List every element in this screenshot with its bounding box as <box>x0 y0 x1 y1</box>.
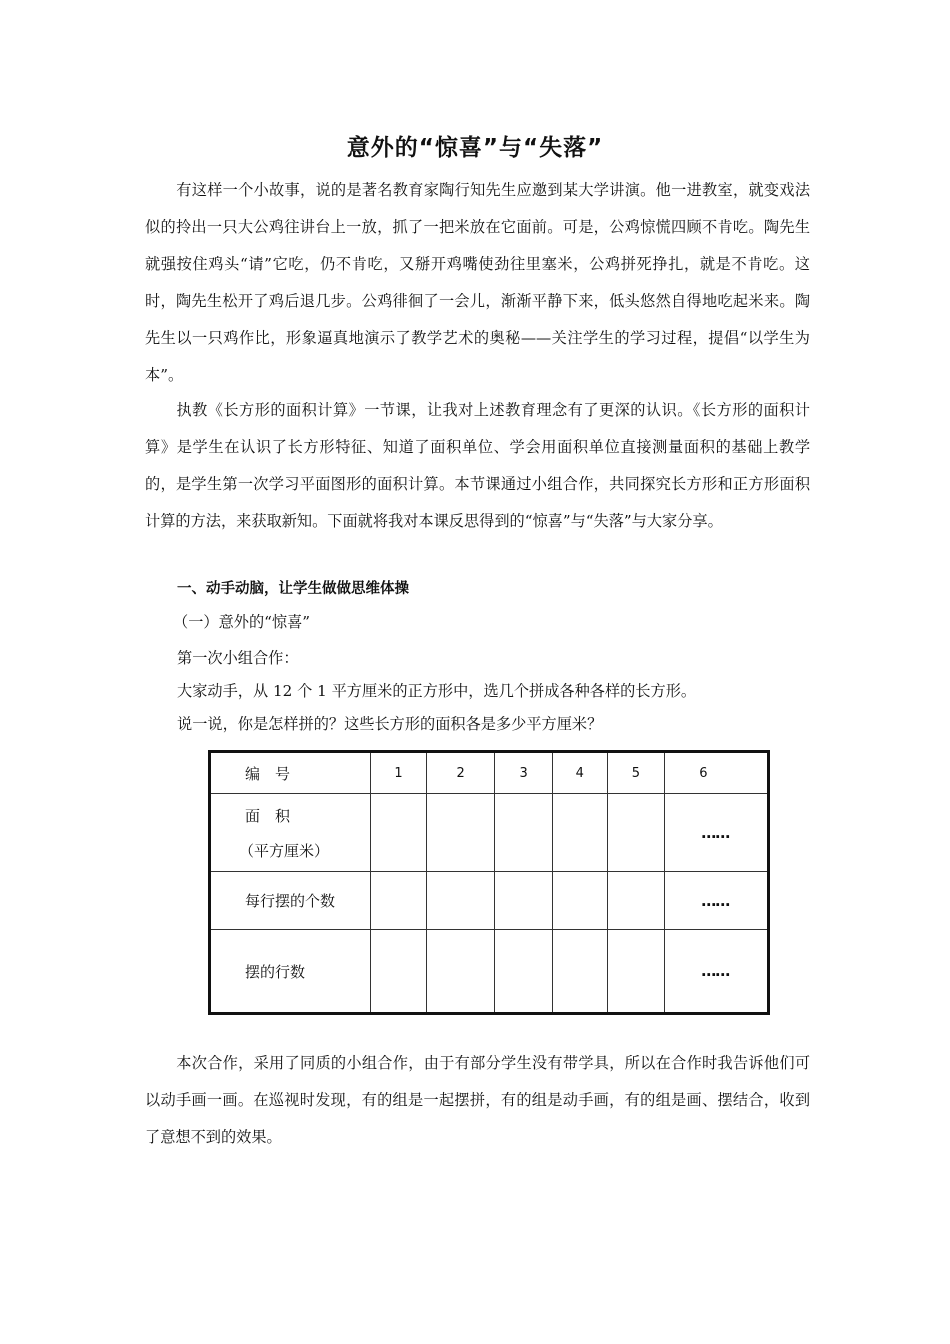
table-row <box>210 794 769 872</box>
paragraph-reflection-text: 本次合作，采用了同质的小组合作，由于有部分学生没有带学具，所以在合作时我告诉他们可以动手画一画。在巡视时发现，有的组是一起摆拼，有的组是动手画，有的组是画、摆结合，收到了意想不到的效果。 <box>145 1054 810 1146</box>
empty-cell <box>426 794 495 872</box>
header-number: 5 <box>607 752 665 794</box>
area-table <box>208 750 770 1015</box>
header-number: 4 <box>553 752 608 794</box>
empty-cell <box>607 872 665 930</box>
empty-cell <box>553 930 608 1014</box>
empty-cell <box>495 794 553 872</box>
empty-cell <box>371 794 427 872</box>
ellipsis-cell: …… <box>665 930 769 1014</box>
task-instruction: 大家动手，从 12 个 1 平方厘米的正方形中，选几个拼成各种各样的长方形。 <box>177 682 697 700</box>
document-title: 意外的“惊喜”与“失落” <box>346 135 604 161</box>
empty-cell <box>495 930 553 1014</box>
empty-cell <box>553 872 608 930</box>
empty-cell <box>371 930 427 1014</box>
area-label: 面 积 <box>245 806 291 825</box>
header-number: 2 <box>426 752 495 794</box>
header-label: 编 号 <box>245 764 291 783</box>
header-label-cell <box>210 752 371 794</box>
section-heading: 一、动手动脑，让学生做做思维体操 <box>177 581 409 597</box>
task-question: 说一说，你是怎样拼的？这些长方形的面积各是多少平方厘米？ <box>177 715 603 733</box>
table-row <box>210 872 769 930</box>
table-row <box>210 930 769 1014</box>
paragraph-lesson-text: 执教《长方形的面积计算》一节课，让我对上述教育理念有了更深的认识。《长方形的面积计算》是学生在认识了长方形特征、知道了面积单位、学会用面积单位直接测量面积的基础上教学的，是学生第一次学习平面图形的面积计算。本节课通过小组合作，共同探究长方形和正方形面积计算的方法，来获取新知。下面就将我对本课反思得到的“惊喜”与“失落”与大家分享。 <box>145 401 810 530</box>
cooperation-label: 第一次小组合作： <box>177 649 299 667</box>
ellipsis-cell: …… <box>665 794 769 872</box>
header-number: 1 <box>371 752 427 794</box>
subsection-heading: （一）意外的“惊喜” <box>173 613 311 631</box>
empty-cell <box>371 872 427 930</box>
table-row <box>210 752 769 794</box>
area-unit: （平方厘米） <box>239 841 330 860</box>
per-row-label: 每行摆的个数 <box>210 872 371 930</box>
header-number: 3 <box>495 752 553 794</box>
empty-cell <box>607 930 665 1014</box>
empty-cell <box>553 794 608 872</box>
empty-cell <box>495 872 553 930</box>
empty-cell <box>426 930 495 1014</box>
ellipsis-cell: …… <box>665 872 769 930</box>
area-label-cell <box>210 794 371 872</box>
paragraph-reflection <box>145 1045 810 1156</box>
paragraph-story-text: 有这样一个小故事，说的是著名教育家陶行知先生应邀到某大学讲演。他一进教室，就变戏法似的拎出一只大公鸡往讲台上一放，抓了一把米放在它面前。可是，公鸡惊慌四顾不肯吃。陶先生就强按住鸡头“请”它吃，仍不肯吃，又掰开鸡嘴使劲往里塞米，公鸡拼死挣扎，就是不肯吃。这时，陶先生松开了鸡后退几步。公鸡徘徊了一会儿，渐渐平静下来，低头悠然自得地吃起米来。陶先生以一只鸡作比，形象逼真地演示了教学艺术的奥秘——关注学生的学习过程，提倡“以学生为本”。 <box>145 181 810 384</box>
paragraph-lesson <box>145 392 810 540</box>
paragraph-story <box>145 172 810 394</box>
empty-cell <box>607 794 665 872</box>
header-number: 6 <box>665 752 769 794</box>
empty-cell <box>426 872 495 930</box>
rows-count-label: 摆的行数 <box>210 930 371 1014</box>
